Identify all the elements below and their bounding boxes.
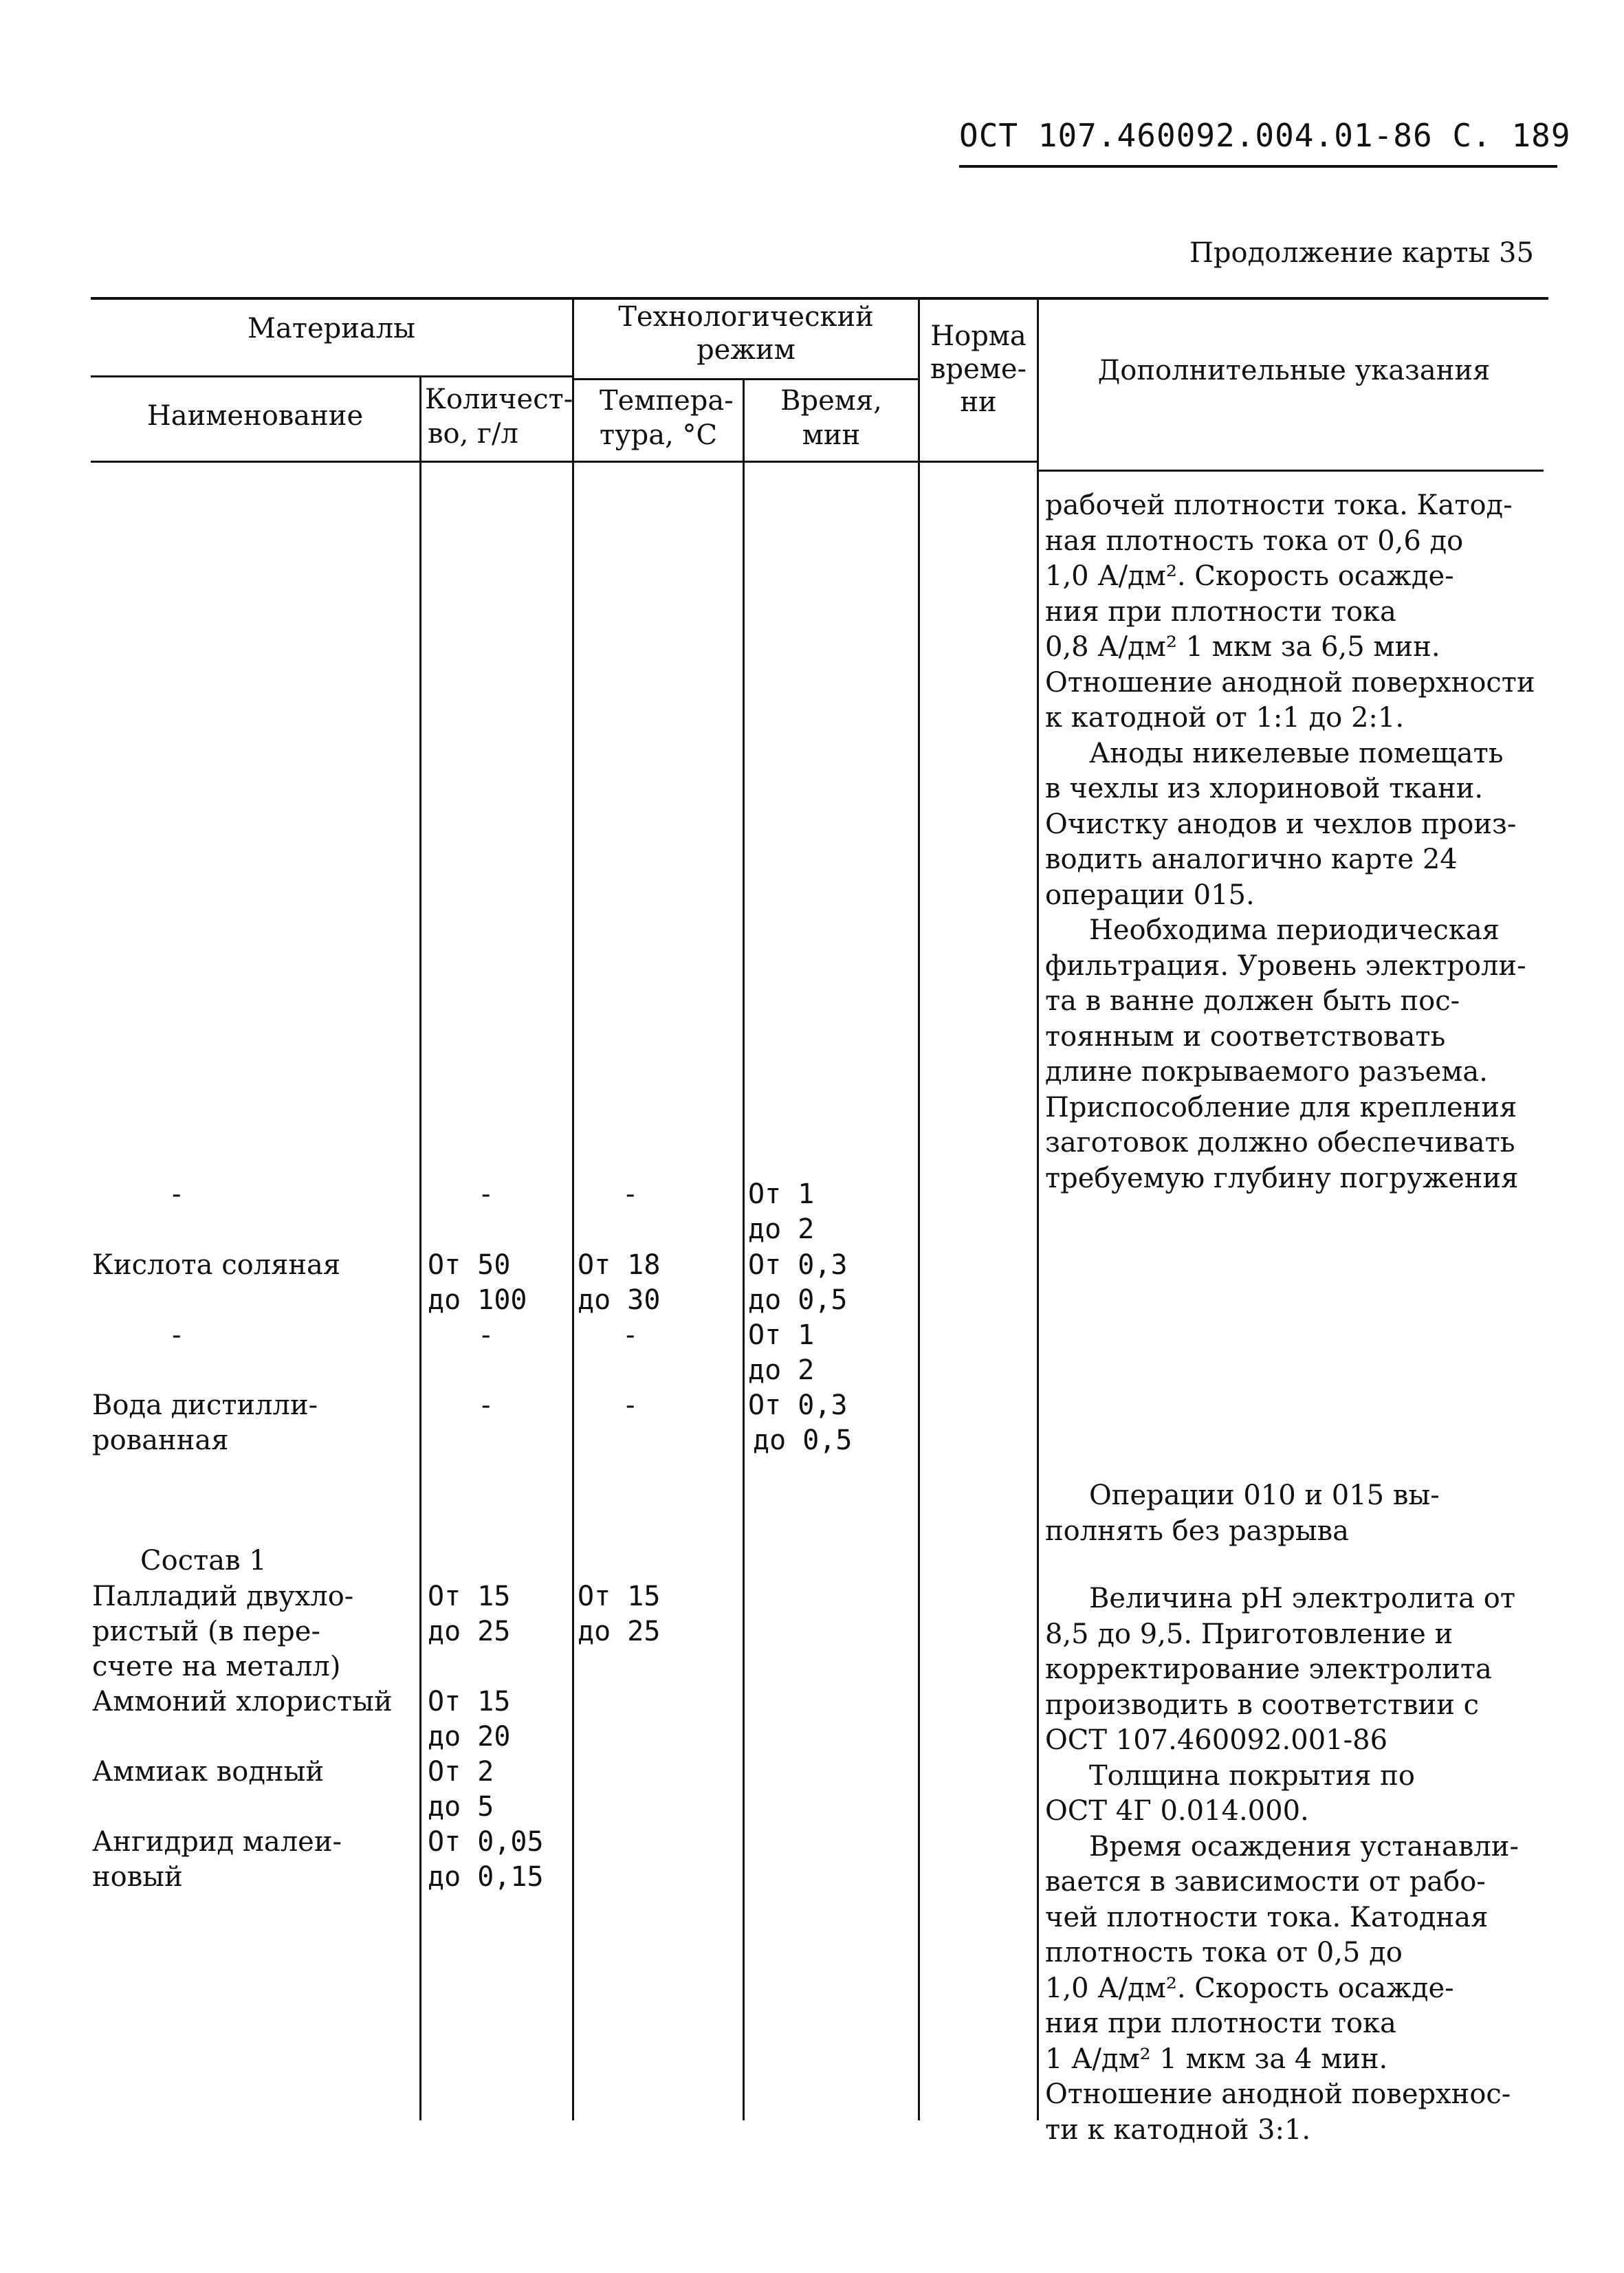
material-time-to: до 0,5 xyxy=(753,1425,853,1456)
note-line: Величина pH электролита от xyxy=(1089,1583,1515,1614)
material-temp: - xyxy=(626,1178,635,1210)
component-qty-from: От 2 xyxy=(428,1756,494,1788)
material-temp: - xyxy=(626,1319,635,1351)
material-time-from: От 1 xyxy=(748,1178,815,1210)
header-materials: Материалы xyxy=(248,313,415,344)
note-line: длине покрываемого разъема. xyxy=(1045,1056,1488,1088)
material-name: - xyxy=(172,1319,182,1351)
note-line: рабочей плотности тока. Катод- xyxy=(1045,490,1513,521)
note-line: к катодной от 1:1 до 2:1. xyxy=(1045,702,1405,734)
note-line: ния при плотности тока xyxy=(1045,595,1396,628)
continuation-label: Продолжение карты 35 xyxy=(1189,237,1534,269)
notes-block-current-density xyxy=(1045,488,1554,1196)
note-line: Необходима периодическая xyxy=(1089,914,1500,946)
notes-block-palladium xyxy=(1045,1581,1554,2148)
note-line: требуемую глубину погружения xyxy=(1045,1162,1519,1194)
materials-sub-rule xyxy=(91,375,572,377)
note-line: ная плотность тока от 0,6 до xyxy=(1045,525,1464,557)
note-line: та в ванне должен быть пос- xyxy=(1045,985,1460,1017)
col-divider-temp xyxy=(572,297,574,2120)
note-line: тоянным и соответствовать xyxy=(1045,1020,1446,1053)
note-line: Отношение анодной поверхности xyxy=(1045,666,1535,699)
header-additional: Дополнительные указания xyxy=(1097,355,1491,386)
header-bottom-rule xyxy=(91,461,1038,463)
component-qty-to: до 0,15 xyxy=(428,1861,544,1893)
component-name-3: счете на металл) xyxy=(92,1651,341,1682)
col-divider-qty xyxy=(419,377,421,2120)
note-line: ОСТ 107.460092.001-86 xyxy=(1045,1724,1388,1756)
note-line: чей плотности тока. Катодная xyxy=(1045,1901,1489,1933)
note-line: Аноды никелевые помещать xyxy=(1089,737,1504,769)
note-line: фильтрация. Уровень электроли- xyxy=(1045,949,1526,982)
note-line: Операции 010 и 015 вы- xyxy=(1089,1480,1440,1511)
material-time-from: От 0,3 xyxy=(748,1390,848,1421)
header-time-1: Время, xyxy=(780,385,882,417)
material-temp: - xyxy=(626,1390,635,1421)
header-underline xyxy=(959,165,1557,168)
note-line: водить аналогично карте 24 xyxy=(1045,844,1458,875)
material-temp-to: до 30 xyxy=(578,1284,661,1316)
col-divider-time xyxy=(743,380,745,2120)
component-name-2: ристый (в пере- xyxy=(92,1616,320,1647)
note-line: в чехлы из хлориновой ткани. xyxy=(1045,773,1484,804)
composition-title: Состав 1 xyxy=(140,1545,267,1577)
component-qty-to: до 20 xyxy=(428,1721,511,1753)
material-qty: - xyxy=(481,1319,491,1351)
component-qty-from: От 15 xyxy=(428,1581,511,1612)
material-name: Кислота соляная xyxy=(92,1249,341,1281)
header-norm-2: време- xyxy=(930,353,1027,385)
note-line: 1 А/дм² 1 мкм за 4 мин. xyxy=(1045,2043,1388,2075)
note-line: ОСТ 4Г 0.014.000. xyxy=(1045,1795,1309,1827)
note-line: полнять без разрыва xyxy=(1045,1515,1350,1547)
note-line: плотность тока от 0,5 до xyxy=(1045,1937,1403,1968)
header-norm-3: ни xyxy=(960,386,997,418)
header-qty-1: Количест- xyxy=(425,384,573,415)
material-time-from: От 0,3 xyxy=(748,1249,848,1281)
note-line: Время осаждения устанавли- xyxy=(1089,1830,1519,1863)
component-temp-to: до 25 xyxy=(578,1616,661,1647)
component-name-1: Ангидрид малеи- xyxy=(92,1826,342,1858)
material-name-1: Вода дистилли- xyxy=(92,1390,318,1421)
mode-sub-rule xyxy=(574,378,918,380)
header-qty-2: во, г/л xyxy=(428,418,518,450)
material-name: - xyxy=(172,1178,182,1210)
component-qty-from: От 0,05 xyxy=(428,1826,544,1858)
note-line: производить в соответствии с xyxy=(1045,1689,1480,1721)
material-qty-from: От 50 xyxy=(428,1249,511,1281)
note-line: 0,8 А/дм² 1 мкм за 6,5 мин. xyxy=(1045,631,1440,663)
note-line: Приспособление для крепления xyxy=(1045,1091,1517,1123)
material-time-to: до 2 xyxy=(748,1214,815,1245)
note-line: корректирование электролита xyxy=(1045,1654,1492,1685)
header-temp-1: Темпера- xyxy=(600,385,734,417)
material-time-to: до 0,5 xyxy=(748,1284,848,1316)
header-tech-mode-2: режим xyxy=(696,334,795,366)
note-line: Отношение анодной поверхнос- xyxy=(1045,2078,1511,2110)
material-time-from: От 1 xyxy=(748,1319,815,1351)
note-line: ти к катодной 3:1. xyxy=(1045,2113,1311,2146)
material-qty: - xyxy=(481,1178,491,1210)
notes-block-operations xyxy=(1045,1478,1554,1549)
component-name-1: Палладий двухло- xyxy=(92,1581,354,1612)
note-line: ния при плотности тока xyxy=(1045,2008,1396,2039)
note-line: операции 015. xyxy=(1045,879,1255,911)
header-temp-2: тура, °С xyxy=(600,419,718,451)
component-qty-to: до 25 xyxy=(428,1616,511,1647)
col-divider-norm xyxy=(918,298,920,2120)
note-line: Очистку анодов и чехлов произ- xyxy=(1045,808,1517,840)
header-bottom-rule-right xyxy=(1038,470,1544,472)
document-reference: ОСТ 107.460092.004.01-86 С. 189 xyxy=(959,117,1571,154)
material-qty: - xyxy=(481,1390,491,1421)
material-time-to: до 2 xyxy=(748,1354,815,1386)
note-line: Толщина покрытия по xyxy=(1089,1759,1415,1792)
component-name: Аммоний хлористый xyxy=(92,1686,393,1717)
component-temp-from: От 15 xyxy=(578,1581,661,1612)
note-line: 1,0 А/дм². Скорость осажде- xyxy=(1045,560,1454,592)
material-qty-to: до 100 xyxy=(428,1284,527,1316)
note-line: вается в зависимости от рабо- xyxy=(1045,1866,1486,1898)
material-name-2: рованная xyxy=(92,1425,229,1456)
component-name-2: новый xyxy=(92,1861,183,1893)
component-qty-to: до 5 xyxy=(428,1791,494,1823)
note-line: 1,0 А/дм². Скорость осажде- xyxy=(1045,1972,1454,2004)
header-tech-mode-1: Технологический xyxy=(618,301,874,333)
col-divider-notes xyxy=(1037,298,1039,2120)
header-norm-1: Норма xyxy=(930,320,1027,352)
note-line: заготовок должно обеспечивать xyxy=(1045,1127,1515,1159)
header-time-2: мин xyxy=(802,419,861,451)
note-line: 8,5 до 9,5. Приготовление и xyxy=(1045,1618,1453,1650)
material-temp-from: От 18 xyxy=(578,1249,661,1281)
component-name: Аммиак водный xyxy=(92,1756,325,1788)
component-qty-from: От 15 xyxy=(428,1686,511,1717)
header-name: Наименование xyxy=(146,400,364,432)
table-top-rule xyxy=(91,297,1548,300)
